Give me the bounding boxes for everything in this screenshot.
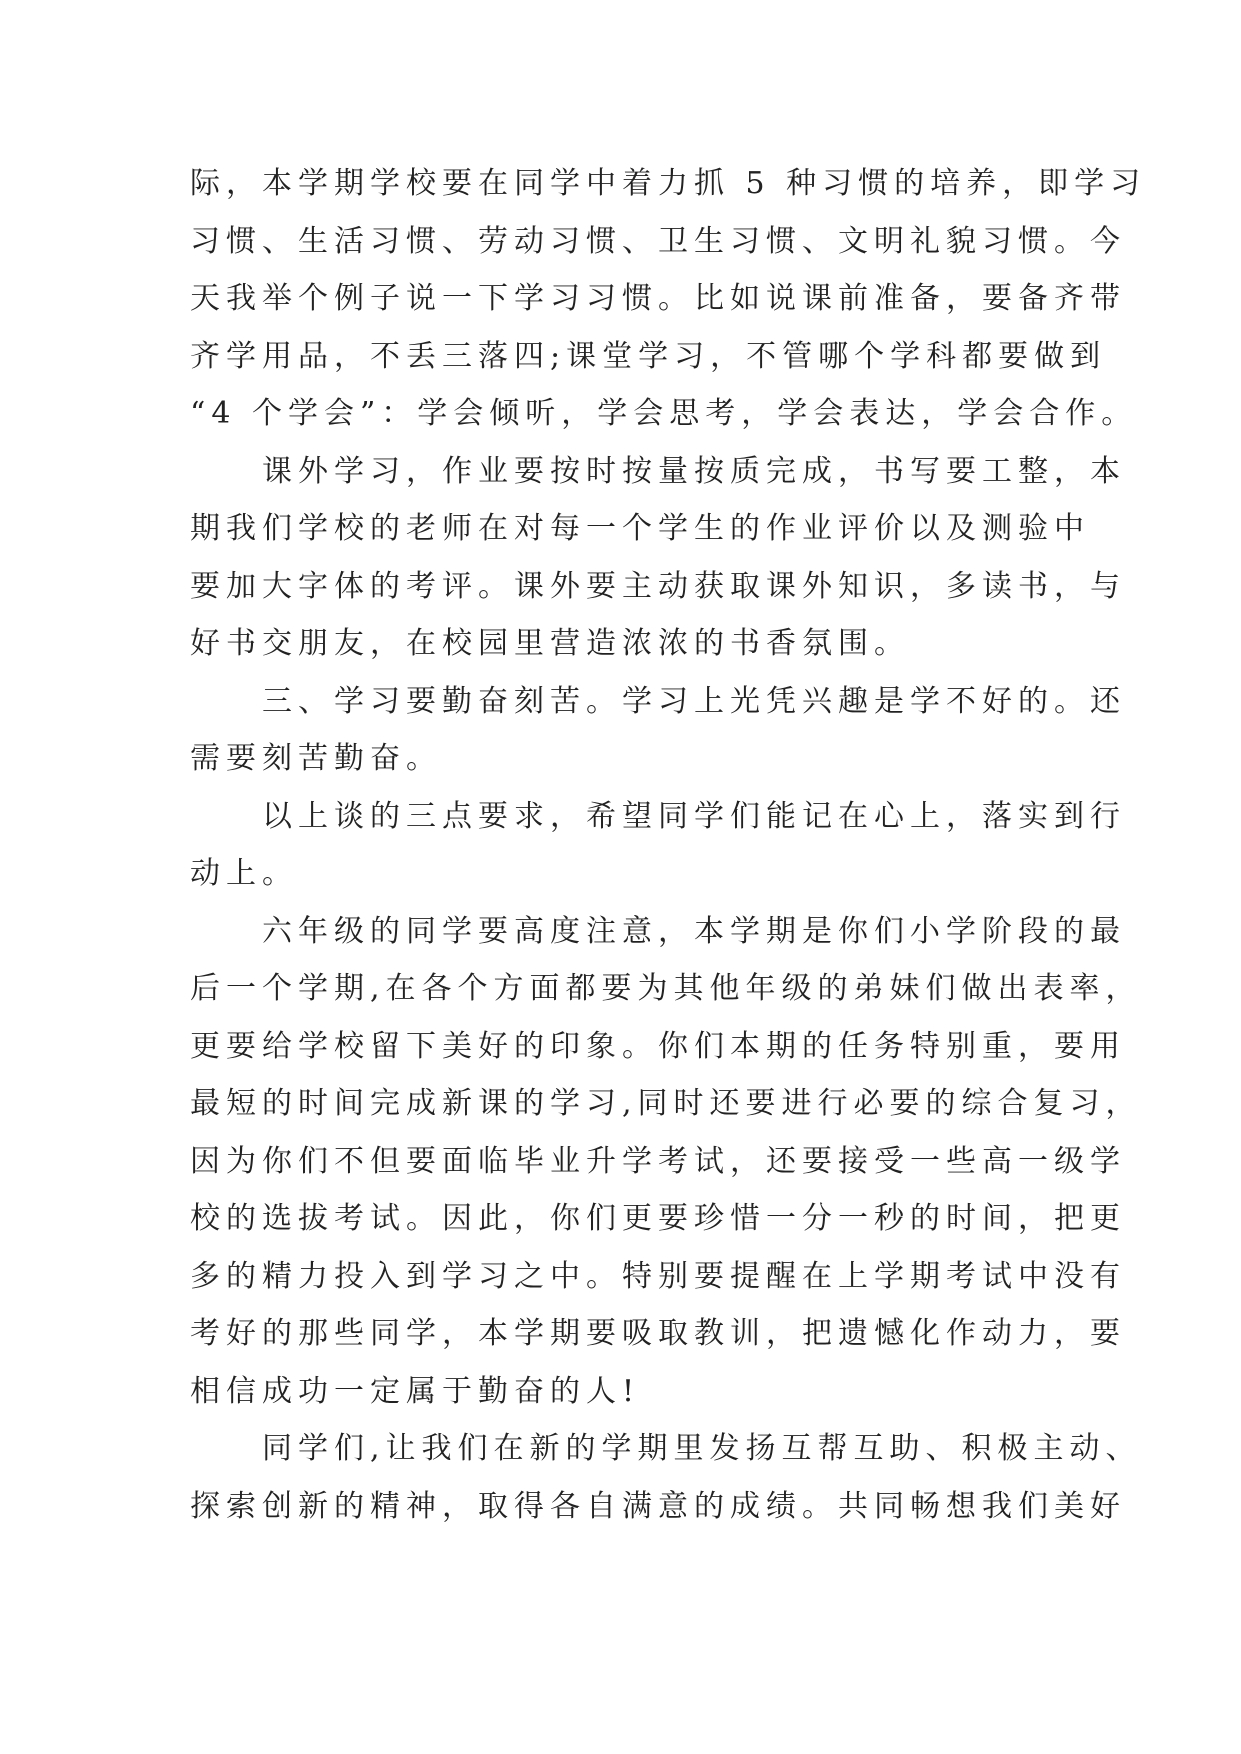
text-line-17: 最短的时间完成新课的学习,同时还要进行必要的综合复习， <box>190 1086 1142 1121</box>
text-line-24: 探索创新的精神，取得各自满意的成绩。共同畅想我们美好 <box>190 1488 1126 1524</box>
text-line-15: 后一个学期,在各个方面都要为其他年级的弟妹们做出表率， <box>190 971 1142 1006</box>
text-line-10: 三、学习要勤奋刻苦。学习上光凭兴趣是学不好的。还 <box>262 683 1126 719</box>
text-line-3: 天我举个例子说一下学习习惯。比如说课前准备，要备齐带 <box>190 281 1126 316</box>
text-line-22: 相信成功一定属于勤奋的人! <box>190 1373 641 1409</box>
text-line-14: 六年级的同学要高度注意，本学期是你们小学阶段的最 <box>262 913 1126 949</box>
text-line-8: 要加大字体的考评。课外要主动获取课外知识，多读书，与 <box>190 568 1126 604</box>
document-body <box>190 155 1147 1535</box>
text-line-4: 齐学用品，不丢三落四;课堂学习，不管哪个学科都要做到 <box>190 338 1107 374</box>
text-line-11: 需要刻苦勤奋。 <box>190 741 442 776</box>
text-line-7: 期我们学校的老师在对每一个学生的作业评价以及测验中 <box>190 511 1090 546</box>
text-line-18: 因为你们不但要面临毕业升学考试，还要接受一些高一级学 <box>190 1143 1126 1179</box>
text-line-16: 更要给学校留下美好的印象。你们本期的任务特别重，要用 <box>190 1028 1126 1064</box>
text-line-13: 动上。 <box>190 856 298 891</box>
text-line-9: 好书交朋友，在校园里营造浓浓的书香氛围。 <box>190 626 910 661</box>
text-line-1: 际，本学期学校要在同学中着力抓 5 种习惯的培养，即学习 <box>190 166 1147 201</box>
text-line-5: “4 个学会”：学会倾听，学会思考，学会表达，学会合作。 <box>190 396 1138 431</box>
text-line-2: 习惯、生活习惯、劳动习惯、卫生习惯、文明礼貌习惯。今 <box>190 223 1126 259</box>
text-line-20: 多的精力投入到学习之中。特别要提醒在上学期考试中没有 <box>190 1258 1126 1294</box>
text-line-6: 课外学习，作业要按时按量按质完成，书写要工整，本 <box>262 453 1126 489</box>
text-line-21: 考好的那些同学，本学期要吸取教训，把遗憾化作动力，要 <box>190 1316 1126 1351</box>
text-line-23: 同学们,让我们在新的学期里发扬互帮互助、积极主动、 <box>262 1431 1142 1466</box>
text-line-12: 以上谈的三点要求，希望同学们能记在心上，落实到行 <box>262 798 1126 834</box>
text-line-19: 校的选拔考试。因此，你们更要珍惜一分一秒的时间，把更 <box>190 1201 1126 1236</box>
